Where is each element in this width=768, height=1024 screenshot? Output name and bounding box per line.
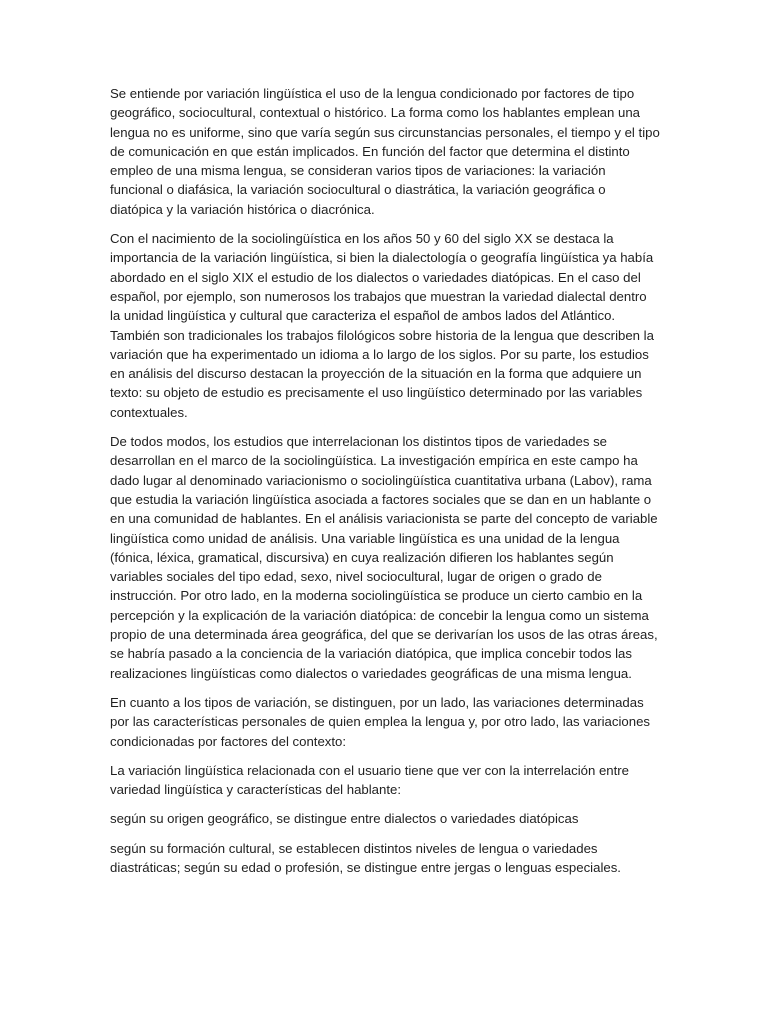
paragraph-1: Se entiende por variación lingüística el uso de la lengua condicionado por factores de tipo geográfico, sociocultural, contextual o histórico. La forma como los hablantes emplean una lengua no es uniforme, sino que varía según sus circunstancias personales, el tiempo y el tipo de comunicación en que están implicados. En función del factor que determina el distinto empleo de una misma lengua, se consideran varios tipos de variaciones: la variación funcional o diafásica, la variación sociocultural o diastrática, la variación geográfica o diatópica y la variación histórica o diacrónica.	[110, 86, 660, 217]
paragraph-4: En cuanto a los tipos de variación, se distinguen, por un lado, las variaciones determinadas por las características personales de quien emplea la lengua y, por otro lado, las variaciones condicionadas por factores del contexto:	[110, 694, 651, 749]
paragraph-2: Con el nacimiento de la sociolingüística en los años 50 y 60 del siglo XX se destaca la importancia de la variación lingüística, si bien la dialectología o geografía lingüística ya había abordado en el siglo XIX el estudio de los dialectos o variedades diatópicas. En el caso del español, por ejemplo, son numerosos los trabajos que muestran la variedad dialectal dentro la unidad lingüística y cultural que caracteriza el español de ambos lados del Atlántico. También son tradicionales los trabajos filológicos sobre historia de la lengua que describen la variación que ha experimentado un idioma a lo largo de los siglos. Por su parte, los estudios en análisis del discurso destacan la proyección de la situación en la forma que adquiere un texto: su objeto de estudio es precisamente el uso lingüístico determinado por las variables contextuales.	[110, 231, 654, 420]
document-page	[110, 84, 660, 887]
paragraph-6: según su origen geográfico, se distingue entre dialectos o variedades diatópicas	[110, 811, 579, 827]
paragraph-5: La variación lingüística relacionada con el usuario tiene que ver con la interrelación entre variedad lingüística y características del hablante:	[110, 762, 630, 798]
paragraph-7: según su formación cultural, se establecen distintos niveles de lengua o variedades diastráticas; según su edad o profesión, se distingue entre jergas o lenguas especiales.	[110, 840, 621, 875]
paragraph-3: De todos modos, los estudios que interrelacionan los distintos tipos de variedades se desarrollan en el marco de la sociolingüística. La investigación empírica en este campo ha dado lugar al denominado variacionismo o sociolingüística cuantitativa urbana (Labov), rama que estudia la variación lingüística asociada a factores sociales que se dan en un hablante o en una comunidad de hablantes. En el análisis variacionista se parte del concepto de variable lingüística como unidad de análisis. Una variable lingüística es una unidad de la lengua (fónica, léxica, gramatical, discursiva) en cuya realización difieren los hablantes según variables sociales del tipo edad, sexo, nivel sociocultural, lugar de origen o grado de instrucción. Por otro lado, en la moderna sociolingüística se produce un cierto cambio en la percepción y la explicación de la variación diatópica: de concebir la lengua como un sistema propio de una determinada área geográfica, del que se derivarían los usos de las otras áreas, se habría pasado a la conciencia de la variación diatópica, que implica concebir todos las realizaciones lingüísticas como dialectos o variedades geográficas de una misma lengua.	[110, 434, 658, 681]
